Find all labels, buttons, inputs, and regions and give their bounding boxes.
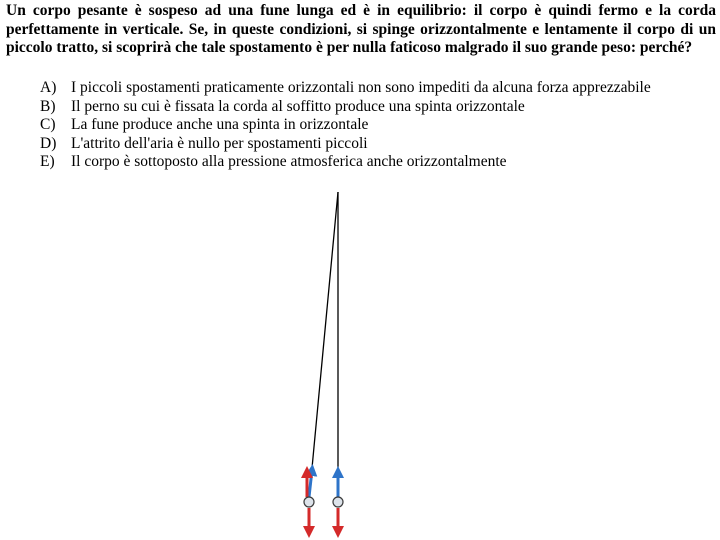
option-text: La fune produce anche una spinta in orizzontale: [71, 116, 369, 134]
option-letter: B): [40, 97, 56, 115]
question-text: Un corpo pesante è sospeso ad una fune lunga ed è in equilibrio: il corpo è quindi fermo e la corda perfettamente in verticale. Se, in queste condizioni, si spinge orizzontalmente e lentamente il corpo di un piccolo tratto, si scoprirà che tale spostamento è per nulla faticoso malgrado il suo grande peso: perché?: [6, 2, 716, 56]
option-text: L'attrito dell'aria è nullo per spostamenti piccoli: [71, 134, 368, 152]
option-letter: A): [40, 79, 57, 96]
option-text: Il corpo è sottoposto alla pressione atmosferica anche orizzontalmente: [71, 153, 507, 171]
option-letter: D): [40, 134, 57, 152]
option-text: I piccoli spostamenti praticamente orizzontali non sono impediti da alcuna forza apprezzabile: [71, 79, 651, 96]
option-letter: C): [40, 116, 56, 134]
hanging-body: [333, 497, 343, 507]
displaced-tension-arrow: [309, 470, 312, 497]
displaced-body: [304, 497, 314, 507]
displaced-rope: [309, 192, 338, 500]
option-letter: E): [40, 153, 55, 171]
option-text: Il perno su cui è fissata la corda al soffitto produce una spinta orizzontale: [71, 97, 525, 115]
